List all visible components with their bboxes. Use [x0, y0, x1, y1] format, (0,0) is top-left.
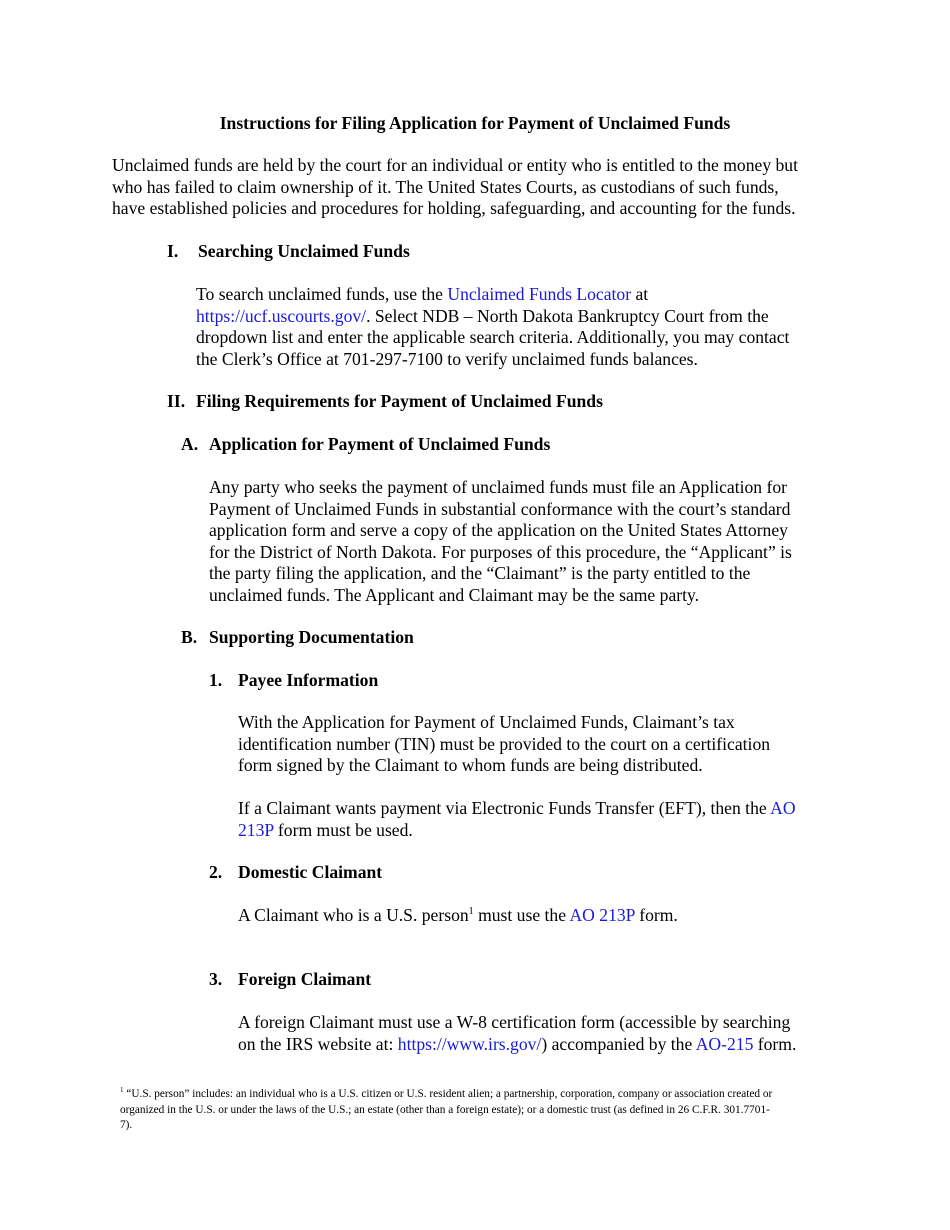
unclaimed-funds-locator-link[interactable]: Unclaimed Funds Locator: [447, 284, 632, 304]
paragraph-line: dropdown list and enter the applicable search criteria. Additionally, you may contact: [196, 327, 790, 348]
section-1-paragraph: [196, 284, 846, 370]
item-1-paragraph: [238, 712, 838, 777]
intro-line: who has failed to claim ownership of it. The United States Courts, as custodians of such funds,: [112, 176, 779, 197]
section-2-number: II.: [167, 391, 186, 411]
subsection-a-paragraph: [209, 477, 849, 607]
paragraph-line: the party filing the application, and the “Claimant” is the party entitled to the: [209, 563, 751, 584]
item-2-heading: Domestic Claimant: [238, 862, 383, 882]
paragraph-line: for the District of North Dakota. For purposes of this procedure, the “Applicant” is: [209, 541, 792, 562]
footnote-line: 7).: [120, 1119, 133, 1131]
footnote-reference[interactable]: 1: [468, 906, 474, 917]
text-span: A Claimant who is a U.S. person: [238, 905, 469, 925]
footnote-marker: 1: [120, 1086, 124, 1094]
intro-line: Unclaimed funds are held by the court for an individual or entity who is entitled to the money but: [112, 155, 798, 175]
intro-paragraph: [112, 155, 847, 220]
item-2-paragraph: [238, 905, 678, 927]
text-span: To search unclaimed funds, use the: [196, 284, 448, 304]
section-2-heading: Filing Requirements for Payment of Unclaimed Funds: [196, 391, 603, 411]
item-2-number: 2.: [209, 862, 223, 882]
section-1-number: I.: [167, 241, 179, 261]
paragraph-line: application form and serve a copy of the application on the United States Attorney: [209, 520, 788, 541]
page-title: Instructions for Filing Application for Payment of Unclaimed Funds: [219, 113, 731, 133]
text-span: on the IRS website at:: [238, 1033, 398, 1054]
text-span: ) accompanied by the: [541, 1033, 696, 1054]
ao-213p-link[interactable]: AO: [770, 798, 796, 818]
text-span: form.: [753, 1033, 797, 1054]
text-span: at: [631, 284, 649, 304]
irs-website-link[interactable]: https://www.irs.gov/: [397, 1033, 542, 1054]
text-span: . Select NDB – North Dakota Bankruptcy Court from the: [366, 305, 769, 326]
subsection-a-heading: Application for Payment of Unclaimed Funds: [209, 434, 551, 454]
item-1-number: 1.: [209, 670, 223, 690]
text-span: must use the: [473, 905, 570, 925]
text-span: form.: [634, 905, 678, 925]
paragraph-line: A foreign Claimant must use a W-8 certification form (accessible by searching: [238, 1012, 791, 1032]
item-3-paragraph: [238, 1012, 838, 1055]
ao-213p-link[interactable]: AO 213P: [569, 905, 635, 925]
paragraph-line: the Clerk’s Office at 701-297-7100 to verify unclaimed funds balances.: [196, 348, 698, 369]
item-1-eft-paragraph: [238, 798, 838, 841]
paragraph-line: Any party who seeks the payment of unclaimed funds must file an Application for: [209, 477, 788, 497]
footnote-line: organized in the U.S. or under the laws of the U.S.; an estate (other than a foreign estate); or a domestic trust (as defined in 26 C.F.R. 301.7701-: [120, 1103, 770, 1116]
section-1-heading: Searching Unclaimed Funds: [198, 241, 410, 261]
text-span: If a Claimant wants payment via Electronic Funds Transfer (EFT), then the: [238, 798, 771, 818]
paragraph-line: identification number (TIN) must be provided to the court on a certification: [238, 733, 771, 754]
footnote: [120, 1087, 842, 1134]
ao-213p-link[interactable]: 213P: [238, 819, 274, 840]
subsection-b-heading: Supporting Documentation: [209, 627, 414, 647]
footnote-line: “U.S. person” includes: an individual who is a U.S. citizen or U.S. resident alien; a partnership, corporation, company or association created or: [123, 1088, 773, 1100]
paragraph-line: unclaimed funds. The Applicant and Claimant may be the same party.: [209, 584, 700, 605]
paragraph-line: Payment of Unclaimed Funds in substantial conformance with the court’s standard: [209, 498, 791, 519]
item-3-heading: Foreign Claimant: [238, 969, 372, 989]
subsection-a-letter: A.: [181, 434, 199, 454]
intro-line: have established policies and procedures for holding, safeguarding, and accounting for the funds.: [112, 198, 796, 219]
text-span: form must be used.: [273, 819, 413, 840]
item-3-number: 3.: [209, 969, 223, 989]
item-1-heading: Payee Information: [238, 670, 379, 690]
paragraph-line: form signed by the Claimant to whom funds are being distributed.: [238, 755, 703, 776]
ucf-uscourts-link[interactable]: https://ucf.uscourts.gov/: [196, 305, 367, 326]
subsection-b-letter: B.: [181, 627, 198, 647]
paragraph-line: With the Application for Payment of Unclaimed Funds, Claimant’s tax: [238, 712, 735, 732]
ao-215-link[interactable]: AO-215: [695, 1033, 754, 1054]
